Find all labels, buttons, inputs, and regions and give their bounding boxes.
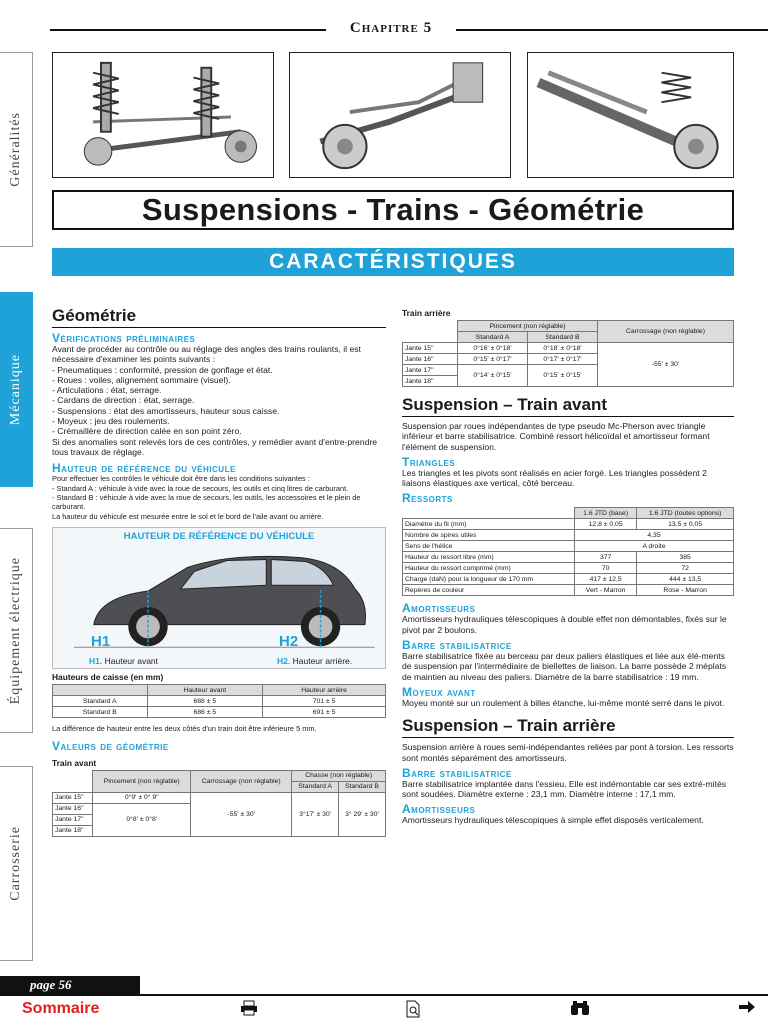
table-cell: 686 ± 5 xyxy=(147,707,263,718)
pincement-cell: 0°8' ± 0°8' xyxy=(93,803,191,836)
train-avant-table xyxy=(52,770,386,837)
tab-label: Carrosserie xyxy=(8,826,23,901)
std-b-header: Standard B xyxy=(338,781,385,792)
binoculars-icon[interactable] xyxy=(570,1000,590,1021)
ressorts-table xyxy=(402,507,734,596)
triangles-text: Les triangles et les pivots sont réalisés en acier forgé. Les triangles possèdent 2 liaisons élastiques axe vertical, côté berceau. xyxy=(402,467,707,489)
next-arrow-icon[interactable] xyxy=(738,1000,756,1019)
caisse-note: La différence de hauteur entre les deux côtés d'un train doit être inférieure 5 mm. xyxy=(52,724,317,734)
table-row xyxy=(403,563,734,574)
table-row xyxy=(403,519,734,530)
verif-item: - Cardans de direction : état, serrage. xyxy=(52,395,195,406)
hauteur-item: La hauteur du véhicule est mesurée entre le sol et le bord de l'aile avant ou arrière. xyxy=(52,511,324,521)
pincement-header: Pincement (non réglable) xyxy=(93,770,191,792)
susp-avant-text: Suspension par roues indépendantes de type pseudo Mc-Pherson avec triangle inférieur et barre stabilisatrice. Combiné ressort hélicoïdal et amortisseur formant l'élément de suspension. xyxy=(402,421,710,452)
right-column xyxy=(402,308,734,826)
table-cell: 377 xyxy=(575,552,637,563)
std-a-header: Standard A xyxy=(292,781,339,792)
page-number: page 56 xyxy=(0,976,140,994)
susp-arriere-text: Suspension arrière à roues semi-indépendantes reliées par pont à torsion. Les ressorts sont montés séparément des amortisseurs. xyxy=(402,742,734,763)
table-cell: Vert - Marron xyxy=(575,585,637,596)
barre-arriere-heading: Barre stabilisatrice xyxy=(402,765,512,780)
left-column xyxy=(52,306,386,837)
vehicle-height-figure xyxy=(52,527,386,669)
amortisseurs-arriere-heading: Amortisseurs xyxy=(402,802,476,817)
moyeux-text: Moyeu monté sur un roulement à billes étanche, lui-même monté serré dans le pivot. xyxy=(402,697,725,708)
table-row xyxy=(403,541,734,552)
carrossage-cell: -55' ± 30' xyxy=(191,792,292,836)
barre-arriere-text: Barre stabilisatrice implantée dans l'essieu. Elle est indémontable car ses extré-mités sont soudées. Diamètre externe : 23,1 mm. Diamètre interne : 17,1 mm. xyxy=(402,778,727,800)
jante-cell: Jante 18" xyxy=(403,376,458,387)
triangles-heading: Triangles xyxy=(402,454,456,469)
tab-label: Généralités xyxy=(8,112,23,187)
tab-generalites[interactable] xyxy=(0,52,33,247)
verif-item: - Suspensions : état des amortisseurs, hauteur sous caisse. xyxy=(52,405,280,416)
caisse-header: Hauteur avant xyxy=(147,685,263,696)
table-cell: 4,35 xyxy=(575,530,734,541)
chapter-title: Chapitre 5 xyxy=(326,20,456,37)
table-cell: 13,5 ± 0,05 xyxy=(637,519,734,530)
table-cell: 72 xyxy=(637,563,734,574)
table-cell: A droite xyxy=(575,541,734,552)
train-arriere-label: Train arrière xyxy=(402,308,451,318)
table-cell: Standard A xyxy=(53,696,148,707)
table-cell: Charge (daN) pour la longueur de 170 mm xyxy=(403,574,575,585)
table-row xyxy=(403,552,734,563)
hauteur-item: - Standard B : véhicule à vide avec la roue de secours, les outils, les accessoires et le plein de carburant. xyxy=(52,493,361,512)
jante-cell: Jante 18" xyxy=(53,825,93,836)
table-cell: 12,8 ± 0,05 xyxy=(575,519,637,530)
h1-legend-code: H1. xyxy=(89,656,103,667)
verif-item: - Pneumatiques : conformité, pression de gonflage et état. xyxy=(52,364,273,375)
caisse-header xyxy=(53,685,148,696)
verif-item: Si des anomalies sont relevés lors de ces contrôles, y remédier avant d'entre-prendre tous travaux de réglage. xyxy=(52,436,378,457)
h2-marker: H2 xyxy=(279,633,299,651)
table-cell: Diamètre du fil (mm) xyxy=(403,519,575,530)
h2-legend-code: H2. xyxy=(277,656,291,667)
h1-legend xyxy=(89,656,158,666)
barre-heading: Barre stabilisatrice xyxy=(402,638,512,653)
verifications-intro: Avant de procéder au contrôle ou au réglage des angles des trains roulants, il est nécessaire d'examiner les points suivants : xyxy=(52,344,361,365)
jante-cell: Jante 15" xyxy=(53,792,93,803)
table-cell: 0°18' ± 0°18' xyxy=(528,343,598,354)
table-row xyxy=(53,792,386,803)
table-cell: Hauteur du ressort comprimé (mm) xyxy=(403,563,575,574)
table-cell: Hauteur du ressort libre (mm) xyxy=(403,552,575,563)
table-cell: 691 ± 5 xyxy=(263,707,386,718)
footer-rule xyxy=(0,994,768,996)
geometrie-heading: Géométrie xyxy=(52,306,386,328)
caisse-table xyxy=(52,684,386,718)
jante-cell: Jante 15" xyxy=(403,343,458,354)
amortisseurs-heading: Amortisseurs xyxy=(402,601,476,616)
jante-cell: Jante 17" xyxy=(53,814,93,825)
table-cell: 0°15' ± 0°17' xyxy=(458,354,528,365)
jante-cell: Jante 17" xyxy=(403,365,458,376)
h1-legend-text: Hauteur avant xyxy=(104,656,159,667)
table-cell: Repères de couleur xyxy=(403,585,575,596)
caisse-label: Hauteurs de caisse (en mm) xyxy=(52,672,164,683)
front-suspension-photo xyxy=(52,52,274,178)
amortisseurs-arriere-text: Amortisseurs hydrauliques télescopiques à simple effet disposés verticalement. xyxy=(402,815,704,826)
verif-item: - Roues : voiles, alignement sommaire (visuel). xyxy=(52,374,231,385)
table-cell: Sens de l'hélice xyxy=(403,541,575,552)
page-title: Suspensions - Trains - Géométrie xyxy=(52,190,734,230)
pincement-header: Pincement (non réglable) xyxy=(458,321,598,332)
table-cell: 70 xyxy=(575,563,637,574)
amortisseurs-text: Amortisseurs hydrauliques télescopiques à double effet non démontables, fixés sur le pivot par 2 boulons. xyxy=(402,614,727,635)
susp-avant-heading: Suspension – Train avant xyxy=(402,395,734,417)
hauteur-intro: Pour effectuer les contrôles le véhicule doit être dans les conditions suivantes : xyxy=(52,474,310,484)
ressorts-heading: Ressorts xyxy=(402,491,453,506)
caisse-header: Hauteur arrière xyxy=(263,685,386,696)
table-row xyxy=(403,343,734,354)
jante-cell: Jante 16" xyxy=(403,354,458,365)
ressorts-header: 1.6 JTD (base) xyxy=(575,508,637,519)
susp-arriere-heading: Suspension – Train arrière xyxy=(402,716,734,738)
section-banner: CARACTÉRISTIQUES xyxy=(52,248,734,276)
carrossage-cell: -55' ± 30' xyxy=(598,343,734,387)
rear-axle-photo xyxy=(527,52,734,178)
print-icon[interactable] xyxy=(240,1000,258,1021)
pincement-cell: 0°9' ± 0° 9" xyxy=(93,792,191,803)
h1-marker: H1 xyxy=(91,633,111,651)
table-cell: 0°17' ± 0°17' xyxy=(528,354,598,365)
hauteur-item: - Standard A : véhicule à vide avec la roue de secours, les outils et cinq litres de carburant. xyxy=(52,483,349,493)
chasse-a-cell: 3°17' ± 30' xyxy=(292,792,339,836)
tab-label: Mécanique xyxy=(8,353,23,426)
table-cell: Nombre de spires utiles xyxy=(403,530,575,541)
tab-mecanique[interactable] xyxy=(0,292,33,487)
chasse-header: Chasse (non réglable) xyxy=(292,770,386,781)
table-row xyxy=(403,574,734,585)
table-cell: 0°14' ± 0°15' xyxy=(458,365,528,387)
valeurs-heading: Valeurs de géométrie xyxy=(52,738,169,753)
jante-cell: Jante 16" xyxy=(53,803,93,814)
table-cell: 701 ± 5 xyxy=(263,696,386,707)
h2-legend-text: Hauteur arrière. xyxy=(292,656,353,667)
verif-item: - Crémaillère de direction calée en son point zéro. xyxy=(52,426,242,437)
table-row xyxy=(53,696,386,707)
ressorts-header: 1.6 JTD (toutes options) xyxy=(637,508,734,519)
std-b-header: Standard B xyxy=(528,332,598,343)
moyeux-heading: Moyeux avant xyxy=(402,684,476,699)
sommaire-link[interactable]: Sommaire xyxy=(22,1000,100,1017)
h2-legend xyxy=(277,656,352,666)
chasse-b-cell: 3° 29' ± 30' xyxy=(338,792,385,836)
verif-item: - Moyeux : jeu des roulements. xyxy=(52,416,170,427)
tab-equipement-electrique[interactable] xyxy=(0,528,33,733)
carrossage-header: Carrossage (non réglable) xyxy=(598,321,734,343)
table-row xyxy=(403,530,734,541)
carrossage-header: Carrossage (non réglable) xyxy=(191,770,292,792)
table-cell: Rose - Marron xyxy=(637,585,734,596)
table-row xyxy=(403,585,734,596)
table-cell: 385 xyxy=(637,552,734,563)
tab-carrosserie[interactable] xyxy=(0,766,33,961)
table-cell: 0°16' ± 0°18' xyxy=(458,343,528,354)
table-cell: 688 ± 5 xyxy=(147,696,263,707)
table-row xyxy=(53,707,386,718)
figure-caption: HAUTEUR DE RÉFÉRENCE DU VÉHICULE xyxy=(123,531,315,543)
verifications-heading: Vérifications préliminaires xyxy=(52,331,196,345)
table-cell: Standard B xyxy=(53,707,148,718)
train-arriere-table xyxy=(402,320,734,387)
verif-item: - Articulations : état, serrage. xyxy=(52,385,162,396)
table-cell: 417 ± 12,5 xyxy=(575,574,637,585)
document-search-icon[interactable] xyxy=(405,1000,421,1023)
table-cell: 444 ± 13,5 xyxy=(637,574,734,585)
table-cell: 0°15' ± 0°15' xyxy=(528,365,598,387)
barre-text: Barre stabilisatrice fixée au berceau par deux paliers élastiques et liée aux élé-ments de suspension par l'intermédiaire de biellettes de liaison. La barre possède 2 méplats de maintien au niveau des paliers. Diamètre de la barre stabilisatrice : 19 mm. xyxy=(402,651,727,682)
std-a-header: Standard A xyxy=(458,332,528,343)
hauteur-heading: Hauteur de référence du véhicule xyxy=(52,461,236,476)
train-avant-label: Train avant xyxy=(52,757,97,768)
front-axle-photo xyxy=(289,52,511,178)
tab-label: Équipement électrique xyxy=(8,556,23,705)
